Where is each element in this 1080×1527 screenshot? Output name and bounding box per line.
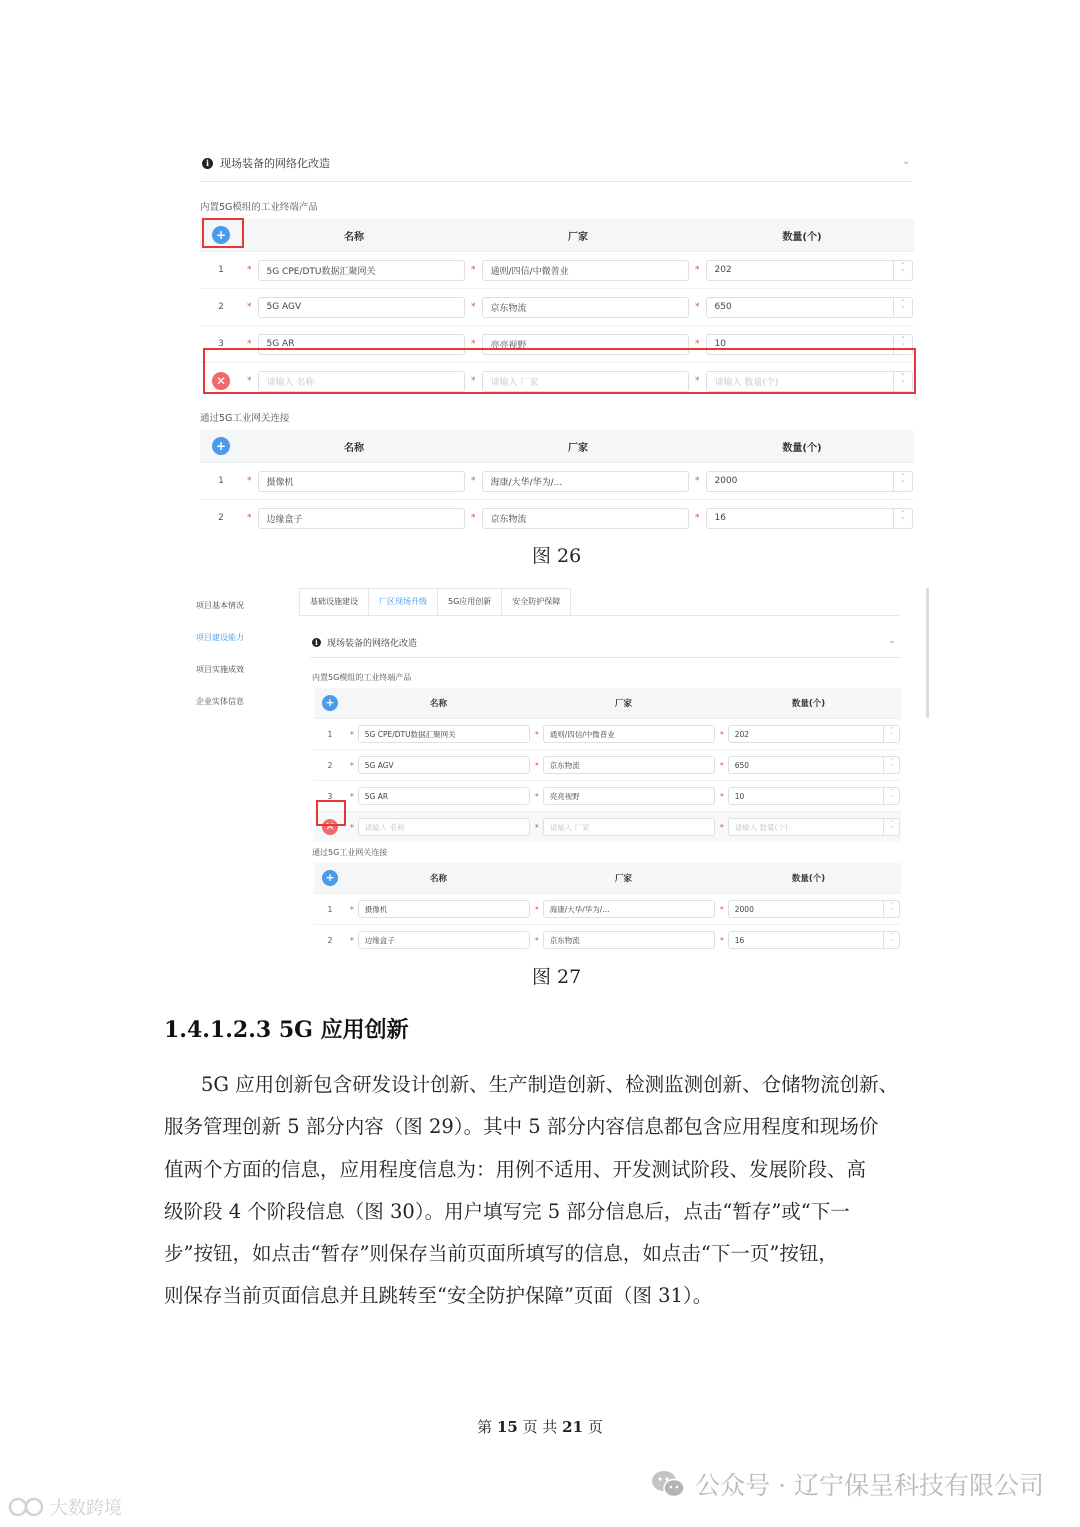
vendor-input[interactable]: 京东物流 <box>543 756 715 774</box>
column-header-quantity: 数量(个) <box>690 430 914 463</box>
column-header-vendor: 厂家 <box>466 219 690 252</box>
scrollbar[interactable] <box>926 588 929 718</box>
tab-bar <box>299 588 899 616</box>
section-label-gateway: 通过5G工业网关连接 <box>312 848 388 857</box>
vendor-input[interactable]: 通则/四信/中微普业 <box>543 725 715 743</box>
highlight-new-row <box>203 348 916 394</box>
panel-title-text: 现场装备的网络化改造 <box>327 639 418 649</box>
name-input[interactable]: 请输入 名称 <box>358 818 530 836</box>
quantity-value: 2000 <box>714 476 738 486</box>
stepper-icon[interactable]: ˄ ˅ <box>893 261 912 280</box>
required-mark: * <box>720 760 724 770</box>
stepper-icon[interactable]: ˄ ˅ <box>893 298 912 317</box>
required-mark: * <box>471 339 476 349</box>
required-mark: * <box>695 476 700 486</box>
section-label-builtin: 内置5G模组的工业终端产品 <box>200 202 318 213</box>
row-index: 2 <box>200 500 242 537</box>
row-index: 1 <box>314 719 346 750</box>
panel-title <box>202 155 330 171</box>
table-header-row <box>314 688 901 719</box>
new-table-row <box>314 812 901 843</box>
column-header-name: 名称 <box>242 219 466 252</box>
stepper-icon[interactable]: ˄ ˅ <box>883 788 899 804</box>
add-row-button[interactable]: + <box>212 226 230 244</box>
required-mark: * <box>247 339 252 349</box>
table-row <box>200 463 914 500</box>
required-mark: * <box>350 760 354 770</box>
wechat-logo <box>651 1470 685 1498</box>
vendor-input[interactable]: 亮亮视野 <box>482 334 690 355</box>
table-row <box>314 719 901 750</box>
add-row-button[interactable]: + <box>322 695 338 711</box>
table-header-row <box>314 863 901 894</box>
chevron-down-icon[interactable]: ⌄ <box>902 156 911 167</box>
row-index: 1 <box>200 252 242 289</box>
watermark-brand <box>8 1494 122 1520</box>
required-mark: * <box>247 265 252 275</box>
required-mark: * <box>471 376 476 386</box>
row-index: 2 <box>314 750 346 781</box>
required-mark: * <box>695 265 700 275</box>
name-input[interactable]: 摄像机 <box>258 471 466 492</box>
quantity-stepper[interactable] <box>728 787 900 805</box>
chevron-down-icon[interactable]: ⌄ <box>888 636 896 646</box>
quantity-value: 650 <box>714 302 732 312</box>
required-mark: * <box>247 513 252 523</box>
table-row <box>314 925 901 956</box>
section-label-builtin: 内置5G模组的工业终端产品 <box>312 673 412 682</box>
required-mark: * <box>720 822 724 832</box>
add-row-button[interactable]: + <box>322 870 338 886</box>
row-index: 2 <box>314 925 346 956</box>
required-mark: * <box>535 729 539 739</box>
column-header-name: 名称 <box>242 430 466 463</box>
tab-security[interactable]: 安全防护保障 <box>501 588 571 615</box>
tab-infrastructure[interactable]: 基础设施建设 <box>299 588 369 615</box>
info-icon: i <box>312 638 321 647</box>
stepper-icon[interactable]: ˄ ˅ <box>893 372 912 391</box>
stepper-icon[interactable]: ˄ ˅ <box>893 472 912 491</box>
required-mark: * <box>695 302 700 312</box>
tab-factory-upgrade[interactable]: 厂区现场升级 <box>368 588 438 615</box>
body-paragraph <box>164 1064 964 1318</box>
required-mark: * <box>247 302 252 312</box>
paragraph-line: 5G 应用创新包含研发设计创新、生产制造创新、检测监测创新、仓储物流创新、 <box>201 1073 899 1096</box>
quantity-placeholder: 请输入 数量(个) <box>734 822 788 832</box>
required-mark: * <box>350 935 354 945</box>
quantity-stepper[interactable] <box>706 471 914 492</box>
panel-title <box>312 636 417 649</box>
sidenav-item-basic-info[interactable]: 项目基本情况 <box>196 601 244 610</box>
stepper-icon[interactable]: ˄ ˅ <box>883 757 899 773</box>
column-header-vendor: 厂家 <box>531 688 716 719</box>
highlight-add-button <box>202 218 244 248</box>
stepper-icon[interactable]: ˄ ˅ <box>893 335 912 354</box>
divider <box>200 181 912 182</box>
required-mark: * <box>720 729 724 739</box>
vendor-input[interactable]: 请输入 厂家 <box>543 818 715 836</box>
row-index: 1 <box>200 463 242 500</box>
required-mark: * <box>471 302 476 312</box>
column-header-vendor: 厂家 <box>466 430 690 463</box>
vendor-input[interactable]: 京东物流 <box>543 931 715 949</box>
name-input[interactable]: 5G AGV <box>358 756 530 774</box>
row-index: 2 <box>200 289 242 326</box>
quantity-value: 10 <box>734 791 745 801</box>
column-header-quantity: 数量(个) <box>690 219 914 252</box>
row-index: 1 <box>314 894 346 925</box>
name-input[interactable]: 5G CPE/DTU数据汇聚网关 <box>258 260 466 281</box>
total-page-number: 21 <box>562 1418 584 1436</box>
vendor-input[interactable]: 海康/大华/华为/... <box>482 471 690 492</box>
section-heading: 1.4.1.2.3 5G 应用创新 <box>164 1017 409 1043</box>
column-header-quantity: 数量(个) <box>716 863 901 894</box>
name-input[interactable]: 摄像机 <box>358 900 530 918</box>
quantity-stepper[interactable] <box>706 260 914 281</box>
paragraph-line: 步”按钮，如点击“暂存”则保存当前页面所填写的信息，如点击“下一页”按钮， <box>164 1242 838 1266</box>
required-mark: * <box>720 935 724 945</box>
column-header-vendor: 厂家 <box>531 863 716 894</box>
trash-icon[interactable]: ✕ <box>322 819 338 835</box>
name-input[interactable]: 5G AR <box>358 787 530 805</box>
quantity-value: 16 <box>734 935 745 945</box>
sidenav-item-implementation-results[interactable]: 项目实施成效 <box>196 665 244 674</box>
required-mark: * <box>350 791 354 801</box>
highlight-delete-button <box>316 800 346 826</box>
column-header-name: 名称 <box>346 688 531 719</box>
required-mark: * <box>695 376 700 386</box>
vendor-input[interactable]: 请输入 厂家 <box>482 371 690 392</box>
required-mark: * <box>247 376 252 386</box>
required-mark: * <box>471 476 476 486</box>
watermark-account <box>651 1466 1044 1502</box>
figure-26-screenshot <box>186 130 916 524</box>
vendor-input[interactable]: 海康/大华/华为/... <box>543 900 715 918</box>
column-header-name: 名称 <box>346 863 531 894</box>
figure-27-screenshot <box>186 586 932 946</box>
name-input[interactable]: 5G AGV <box>258 297 466 318</box>
vendor-input[interactable]: 京东物流 <box>482 297 690 318</box>
vendor-input[interactable]: 通则/四信/中微普业 <box>482 260 690 281</box>
column-header-quantity: 数量(个) <box>716 688 901 719</box>
required-mark: * <box>350 822 354 832</box>
required-mark: * <box>350 729 354 739</box>
quantity-stepper[interactable] <box>706 297 914 318</box>
required-mark: * <box>695 339 700 349</box>
table-header-row <box>200 430 914 463</box>
table-row <box>314 894 901 925</box>
vendor-input[interactable]: 亮亮视野 <box>543 787 715 805</box>
stepper-icon[interactable]: ˄ ˅ <box>893 509 912 528</box>
required-mark: * <box>695 513 700 523</box>
gateway-table <box>200 430 914 536</box>
footer-prefix: 第 <box>477 1418 493 1436</box>
info-icon: i <box>202 158 213 169</box>
page-footer <box>0 1416 1080 1437</box>
quantity-placeholder: 请输入 数量(个) <box>714 377 779 388</box>
row-index: 3 <box>200 326 242 363</box>
watermark-brand-text: 大数跨境 <box>50 1498 122 1519</box>
divider <box>310 657 902 658</box>
quantity-stepper[interactable] <box>728 900 900 918</box>
name-input[interactable]: 边缘盒子 <box>258 508 466 529</box>
footer-middle: 页 共 <box>522 1418 558 1436</box>
name-input[interactable]: 请输入 名称 <box>258 371 466 392</box>
required-mark: * <box>720 904 724 914</box>
required-mark: * <box>535 904 539 914</box>
figure-caption: 图 26 <box>532 545 582 567</box>
name-input[interactable]: 5G AR <box>258 334 466 355</box>
trash-icon[interactable]: ✕ <box>212 372 230 390</box>
paragraph-line: 级阶段 4 个阶段信息（图 30）。用户填写完 5 部分信息后，点击“暂存”或“下一 <box>164 1199 850 1223</box>
required-mark: * <box>535 935 539 945</box>
add-row-button[interactable]: + <box>212 437 230 455</box>
table-row <box>314 750 901 781</box>
table-row <box>200 500 914 537</box>
figure-caption: 图 27 <box>532 966 582 988</box>
paragraph-line: 则保存当前页面信息并且跳转至“安全防护保障”页面（图 31）。 <box>164 1284 713 1308</box>
quantity-stepper[interactable] <box>728 818 900 836</box>
quantity-value: 10 <box>714 339 726 349</box>
tab-5g-innovation[interactable]: 5G应用创新 <box>437 588 502 615</box>
required-mark: * <box>471 513 476 523</box>
required-mark: * <box>535 791 539 801</box>
brand-logo <box>8 1496 50 1518</box>
required-mark: * <box>535 760 539 770</box>
quantity-value: 202 <box>734 729 750 739</box>
side-navigation <box>196 600 244 728</box>
paragraph-line: 值两个方面的信息，应用程度信息为：用例不适用、开发测试阶段、发展阶段、高 <box>164 1157 867 1181</box>
name-input[interactable]: 5G CPE/DTU数据汇聚网关 <box>358 725 530 743</box>
table-row <box>200 289 914 326</box>
watermark-account-text: 公众号 · 辽宁保呈科技有限公司 <box>695 1471 1044 1500</box>
quantity-value: 650 <box>734 760 750 770</box>
required-mark: * <box>535 822 539 832</box>
paragraph-line: 服务管理创新 5 部分内容（图 29）。其中 5 部分内容信息都包含应用程度和现场价 <box>164 1115 879 1139</box>
required-mark: * <box>471 265 476 275</box>
vendor-input[interactable]: 京东物流 <box>482 508 690 529</box>
quantity-stepper[interactable] <box>728 756 900 774</box>
footer-suffix: 页 <box>587 1418 603 1436</box>
table-header-row <box>200 219 914 252</box>
gateway-table <box>314 863 901 955</box>
quantity-stepper[interactable] <box>706 508 914 529</box>
current-page-number: 15 <box>496 1418 518 1436</box>
section-label-gateway: 通过5G工业网关连接 <box>200 413 290 424</box>
sidenav-item-entity-info[interactable]: 企业实体信息 <box>196 697 244 706</box>
table-row <box>200 252 914 289</box>
quantity-stepper[interactable] <box>728 725 900 743</box>
required-mark: * <box>720 791 724 801</box>
builtin-5g-table <box>314 688 901 842</box>
name-input[interactable]: 边缘盒子 <box>358 931 530 949</box>
quantity-stepper[interactable] <box>728 931 900 949</box>
stepper-icon[interactable]: ˄ ˅ <box>883 932 899 948</box>
quantity-value: 16 <box>714 513 726 523</box>
required-mark: * <box>247 476 252 486</box>
stepper-icon[interactable]: ˄ ˅ <box>883 726 899 742</box>
stepper-icon[interactable]: ˄ ˅ <box>883 901 899 917</box>
stepper-icon[interactable]: ˄ ˅ <box>883 819 899 835</box>
row-index: 3 <box>314 781 346 812</box>
required-mark: * <box>350 904 354 914</box>
panel-title-text: 现场装备的网络化改造 <box>220 157 330 170</box>
quantity-value: 202 <box>714 265 732 275</box>
quantity-value: 2000 <box>734 904 754 914</box>
table-row <box>314 781 901 812</box>
sidenav-item-construction-capability[interactable]: 项目建设能力 <box>196 633 244 642</box>
